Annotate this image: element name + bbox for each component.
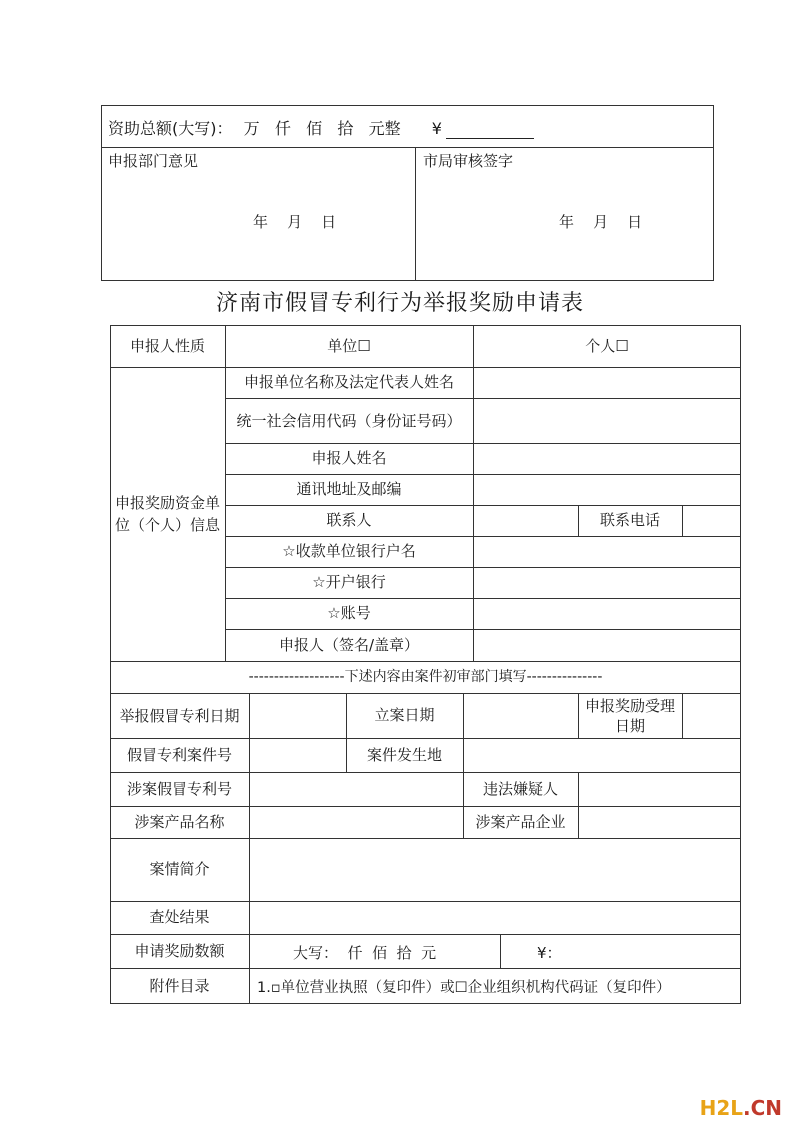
case-number-label: 假冒专利案件号 (126, 745, 232, 764)
credit-code-field[interactable] (474, 399, 740, 442)
attachments-text: 1.▫单位营业执照（复印件）或☐企业组织机构代码证（复印件） (257, 980, 671, 996)
site-watermark (700, 1096, 782, 1120)
filing-date-label: 立案日期 (374, 706, 435, 724)
case-location-label: 案件发生地 (366, 745, 442, 764)
report-date-label: 举报假冒专利日期 (119, 706, 240, 725)
reward-yuan: ¥： (537, 944, 562, 962)
contact-phone-label: 联系电话 (599, 511, 660, 529)
reward-capital: 大写： 仟 佰 拾 元 (293, 944, 437, 962)
result-label: 查处结果 (149, 908, 210, 926)
case-summary-label: 案情简介 (149, 860, 210, 878)
form-title: 济南市假冒专利行为举报奖励申请表 (215, 291, 584, 316)
dept-date: 年 月 日 (253, 213, 337, 231)
divider (682, 693, 683, 738)
yuan-sign: ¥ (431, 119, 442, 138)
divider (578, 772, 579, 838)
address-field[interactable] (474, 475, 740, 504)
reporter-name-field[interactable] (474, 444, 740, 473)
dept-opinion-label: 申报部门意见 (108, 152, 199, 170)
product-name-label: 涉案产品名称 (134, 812, 225, 831)
bureau-sign-label: 市局审核签字 (423, 152, 514, 170)
funding-amount-line (108, 116, 534, 139)
account-number-field[interactable] (474, 599, 740, 628)
reporter-type-label: 申报人性质 (129, 336, 205, 355)
signature-field[interactable] (474, 630, 740, 660)
divider (101, 147, 714, 148)
info-row-label: 申报人姓名 (311, 449, 387, 467)
case-summary-field[interactable] (250, 839, 740, 900)
amount-blank[interactable] (446, 122, 534, 139)
divider (415, 147, 416, 281)
contact-phone-field[interactable] (683, 506, 740, 535)
info-group-label: 申报奖励资金单位（个人）信息 (114, 494, 220, 534)
divider (500, 934, 501, 968)
section-divider-text: -------------------下述内容由案件初审部门填写--------------- (248, 668, 603, 685)
funding-amount-label: 资助总额(大写)： (108, 119, 233, 138)
bank-account-name-field[interactable] (474, 537, 740, 566)
bureau-date: 年 月 日 (559, 213, 643, 231)
suspect-label: 违法嫌疑人 (482, 779, 558, 798)
info-row-label: 统一社会信用代码（身份证号码） (236, 411, 462, 430)
info-row-label: ☆账号 (327, 604, 371, 622)
option-person-checkbox[interactable]: 个人☐ (585, 336, 629, 355)
option-unit-checkbox[interactable]: 单位☐ (327, 336, 371, 355)
watermark-text: H2L.CN (699, 1096, 782, 1120)
bank-field[interactable] (474, 568, 740, 597)
accept-date-label: 申报奖励受理日期 (584, 696, 675, 735)
result-field[interactable] (250, 902, 740, 933)
info-row-label: 申报人（签名/盖章） (278, 635, 420, 654)
info-row-label: 申报单位名称及法定代表人姓名 (243, 373, 454, 391)
unit-name-field[interactable] (474, 368, 740, 397)
contact-person-field[interactable] (474, 506, 577, 535)
info-row-label: 联系人 (326, 511, 372, 529)
reward-amount-label: 申请奖励数额 (134, 941, 225, 960)
product-company-label: 涉案产品企业 (475, 812, 566, 831)
funding-amount-units: 万 仟 佰 拾 元整 (243, 119, 401, 138)
attachments-label: 附件目录 (149, 976, 210, 995)
info-row-label: 通讯地址及邮编 (296, 480, 402, 498)
info-row-label: ☆收款单位银行户名 (282, 542, 416, 560)
info-row-label: ☆开户银行 (312, 573, 386, 591)
patent-number-label: 涉案假冒专利号 (126, 779, 232, 798)
divider (578, 693, 579, 738)
